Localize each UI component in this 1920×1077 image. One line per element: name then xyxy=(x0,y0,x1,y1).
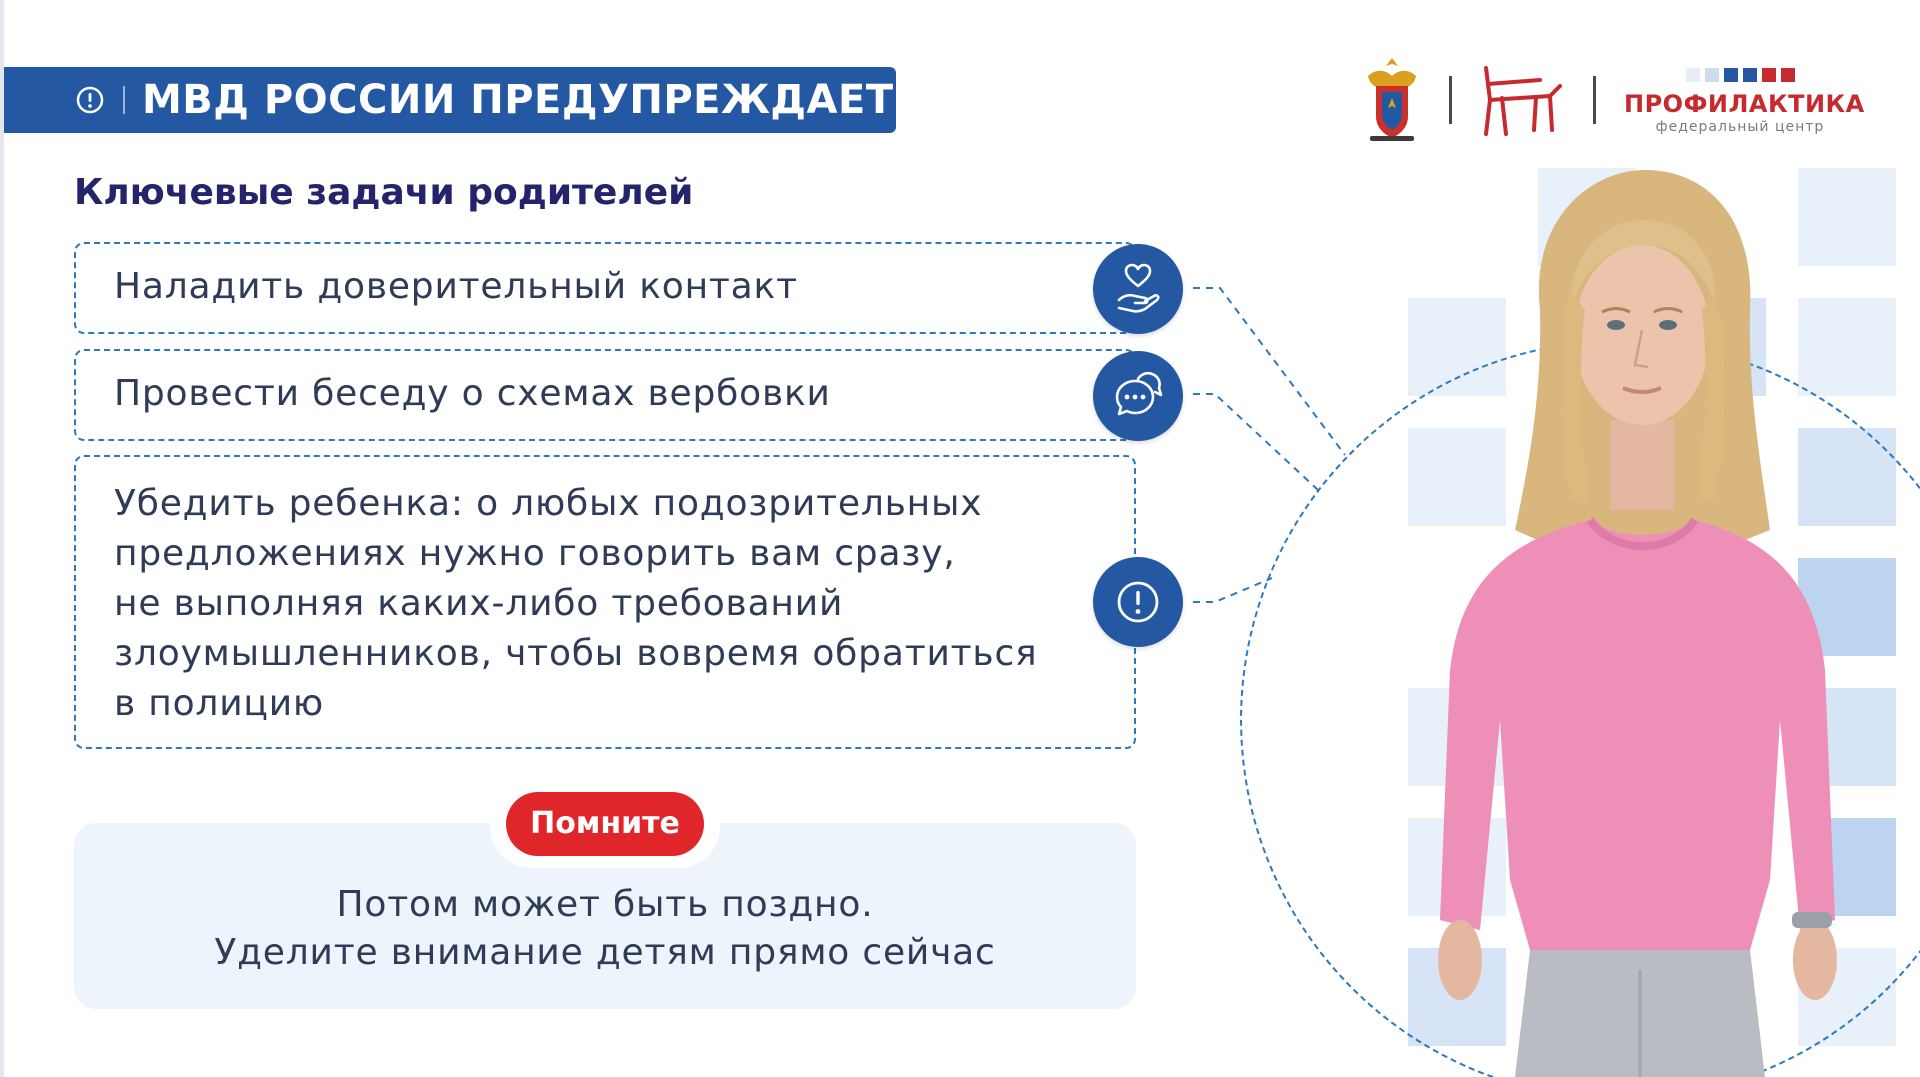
logo-separator xyxy=(1449,76,1452,124)
task-box-recruitment-talk xyxy=(74,349,1136,441)
left-edge-line xyxy=(0,0,4,1077)
alert-circle-icon xyxy=(74,84,106,116)
task-icon-badge xyxy=(1093,351,1183,441)
remember-badge: Помните xyxy=(506,792,704,856)
task-icon-badge xyxy=(1093,244,1183,334)
task-box-trust-contact xyxy=(74,242,1136,334)
task-icon-badge xyxy=(1093,557,1183,647)
woman-portrait-image xyxy=(1420,160,1850,1077)
task-box-report-suspicious xyxy=(74,455,1136,749)
chat-bubbles-icon xyxy=(1093,351,1183,441)
task-text: Наладить доверительный контакт xyxy=(114,266,798,307)
logo-squares-icon xyxy=(1686,68,1798,82)
brand-subtitle: федеральный центр xyxy=(1655,119,1825,135)
header-title: МВД РОССИИ ПРЕДУПРЕЖДАЕТ xyxy=(142,77,894,123)
section-heading: Ключевые задачи родителей xyxy=(74,172,694,213)
alert-circle-icon xyxy=(1093,557,1183,647)
banner-separator xyxy=(123,86,125,114)
chair-logo-icon xyxy=(1480,64,1566,136)
task-text: Провести беседу о схемах вербовки xyxy=(114,373,831,414)
header-banner xyxy=(4,67,896,133)
remember-text-line: Уделите внимание детям прямо сейчас xyxy=(214,932,996,973)
task-text: Убедить ребенка: о любых подозрительных предложениях нужно говорить вам сразу, не выполняя каких-либо требований злоумышленников, чтобы вовремя обратиться в полицию xyxy=(114,483,1038,724)
remember-text-line: Потом может быть поздно. xyxy=(336,884,874,925)
mvd-emblem-icon xyxy=(1362,56,1422,142)
heart-in-hand-icon xyxy=(1093,244,1183,334)
logo-separator xyxy=(1593,76,1596,124)
brand-name: ПРОФИЛАКТИКА xyxy=(1624,90,1865,118)
